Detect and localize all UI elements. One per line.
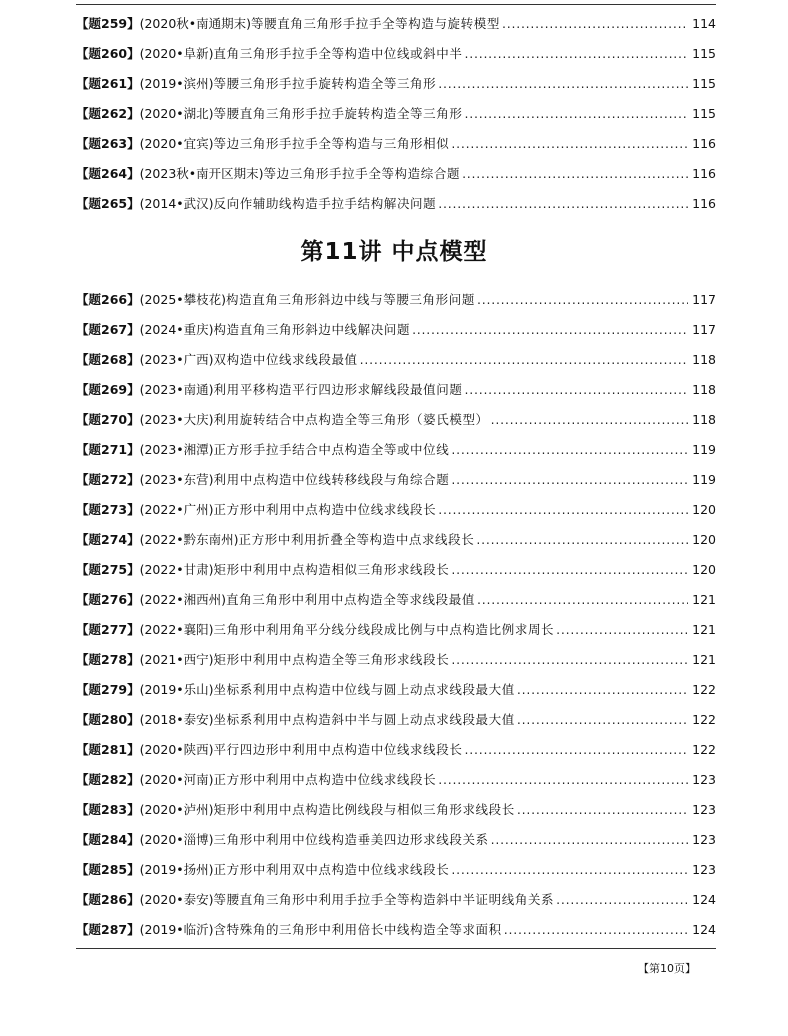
problem-title: 矩形中利用中点构造相似三角形求线段长 (213, 562, 450, 577)
dot-leader (556, 615, 688, 645)
problem-title: 矩形中利用中点构造比例线段与相似三角形求线段长 (213, 802, 515, 817)
toc-entry[interactable] (76, 189, 716, 219)
problem-title: 含特殊角的三角形中利用倍长中线构造全等求面积 (213, 922, 502, 937)
dot-leader (360, 345, 688, 375)
toc-entry[interactable] (76, 705, 716, 735)
problem-source: (2022•广州) (139, 502, 214, 517)
page-number: 123 (692, 802, 716, 817)
page-number: 115 (692, 106, 716, 121)
page-number: 116 (692, 196, 716, 211)
dot-leader (517, 675, 688, 705)
problem-title: 正方形中利用双中点构造中位线求线段长 (213, 862, 450, 877)
dot-leader (464, 39, 688, 69)
toc-entry[interactable] (76, 375, 716, 405)
page-number: 124 (692, 892, 716, 907)
page-number-footer: 【第10页】 (638, 962, 696, 975)
problem-title: 坐标系利用中点构造中位线与圆上动点求线段最大值 (213, 682, 515, 697)
page-number: 123 (692, 862, 716, 877)
toc-entry[interactable] (76, 39, 716, 69)
problem-source: (2022•襄阳) (139, 622, 214, 637)
problem-number: 【题262】 (76, 106, 140, 121)
toc-entry[interactable] (76, 345, 716, 375)
dot-leader (451, 465, 688, 495)
problem-title: 反向作辅助线构造手拉手结构解决问题 (213, 196, 437, 211)
page-number: 117 (692, 292, 716, 307)
problem-title: 等腰直角三角形中利用手拉手全等构造斜中半证明线角关系 (213, 892, 555, 907)
problem-number: 【题275】 (76, 562, 140, 577)
problem-number: 【题281】 (76, 742, 140, 757)
dot-leader (464, 375, 688, 405)
problem-number: 【题282】 (76, 772, 140, 787)
toc-entry[interactable] (76, 645, 716, 675)
dot-leader (464, 735, 688, 765)
problem-source: (2023秋•南开区期末) (139, 166, 264, 181)
problem-number: 【题278】 (76, 652, 140, 667)
problem-number: 【题259】 (76, 16, 140, 31)
dot-leader (451, 645, 688, 675)
problem-number: 【题277】 (76, 622, 140, 637)
problem-source: (2020•阜新) (139, 46, 214, 61)
toc-entry[interactable] (76, 465, 716, 495)
problem-number: 【题267】 (76, 322, 140, 337)
page-number: 115 (692, 46, 716, 61)
problem-title: 双构造中位线求线段最值 (213, 352, 358, 367)
problem-source: (2020•湖北) (139, 106, 214, 121)
toc-entry[interactable] (76, 885, 716, 915)
toc-entry[interactable] (76, 795, 716, 825)
dot-leader (451, 555, 688, 585)
problem-title: 三角形中利用角平分线分线段成比例与中点构造比例求周长 (213, 622, 555, 637)
problem-source: (2022•湘西州) (139, 592, 227, 607)
problem-title: 平行四边形中利用中点构造中位线求线段长 (213, 742, 463, 757)
problem-number: 【题266】 (76, 292, 140, 307)
problem-number: 【题283】 (76, 802, 140, 817)
toc-entry[interactable] (76, 495, 716, 525)
problem-source: (2023•东营) (139, 472, 214, 487)
problem-source: (2022•甘肃) (139, 562, 214, 577)
dot-leader (477, 285, 688, 315)
page-number: 114 (692, 16, 716, 31)
problem-number: 【题261】 (76, 76, 140, 91)
problem-number: 【题287】 (76, 922, 140, 937)
page-number: 115 (692, 76, 716, 91)
problem-title: 利用平移构造平行四边形求解线段最值问题 (213, 382, 463, 397)
dot-leader (476, 525, 688, 555)
problem-title: 正方形中利用中点构造中位线求线段长 (213, 502, 437, 517)
toc-entry[interactable] (76, 129, 716, 159)
problem-number: 【题265】 (76, 196, 140, 211)
problem-title: 正方形中利用中点构造中位线求线段长 (213, 772, 437, 787)
page-number: 123 (692, 772, 716, 787)
problem-source: (2023•广西) (139, 352, 214, 367)
page-number: 122 (692, 682, 716, 697)
bottom-rule (76, 948, 716, 949)
section-heading: 第11讲 中点模型 (300, 239, 488, 265)
page-number: 119 (692, 442, 716, 457)
page-number: 118 (692, 412, 716, 427)
problem-number: 【题279】 (76, 682, 140, 697)
dot-leader (517, 795, 688, 825)
toc-entry[interactable] (76, 9, 716, 39)
problem-number: 【题271】 (76, 442, 140, 457)
problem-source: (2020•陕西) (139, 742, 214, 757)
page-number: 116 (692, 166, 716, 181)
dot-leader (462, 159, 688, 189)
top-rule (76, 4, 716, 5)
dot-leader (438, 69, 688, 99)
dot-leader (451, 129, 688, 159)
problem-number: 【题270】 (76, 412, 140, 427)
toc-entry[interactable] (76, 159, 716, 189)
problem-title: 等边三角形手拉手全等构造综合题 (263, 166, 461, 181)
toc-entry[interactable] (76, 825, 716, 855)
problem-source: (2023•南通) (139, 382, 214, 397)
toc-entry[interactable] (76, 675, 716, 705)
toc-entry[interactable] (76, 525, 716, 555)
problem-title: 构造直角三角形斜边中线解决问题 (213, 322, 411, 337)
dot-leader (556, 885, 688, 915)
page-number: 121 (692, 592, 716, 607)
problem-number: 【题286】 (76, 892, 140, 907)
dot-leader (438, 765, 688, 795)
dot-leader (438, 495, 688, 525)
toc-entry[interactable] (76, 405, 716, 435)
problem-number: 【题272】 (76, 472, 140, 487)
toc-entry[interactable] (76, 585, 716, 615)
dot-leader (412, 315, 688, 345)
dot-leader (517, 705, 688, 735)
page-number: 123 (692, 832, 716, 847)
page-number: 124 (692, 922, 716, 937)
toc-entry[interactable] (76, 555, 716, 585)
problem-number: 【题280】 (76, 712, 140, 727)
toc-entry[interactable] (76, 315, 716, 345)
problem-number: 【题274】 (76, 532, 140, 547)
dot-leader (491, 405, 688, 435)
toc-entry[interactable] (76, 915, 716, 945)
problem-source: (2019•临沂) (139, 922, 214, 937)
problem-source: (2020•河南) (139, 772, 214, 787)
page-number: 122 (692, 742, 716, 757)
dot-leader (438, 189, 688, 219)
problem-number: 【题284】 (76, 832, 140, 847)
problem-title: 等腰直角三角形手拉手全等构造与旋转模型 (251, 16, 500, 31)
page-number: 119 (692, 472, 716, 487)
toc-list-previous-section (76, 9, 716, 219)
problem-title: 正方形中利用折叠全等构造中点求线段长 (238, 532, 475, 547)
page-number: 120 (692, 562, 716, 577)
page-number: 120 (692, 532, 716, 547)
toc-entry[interactable] (76, 735, 716, 765)
problem-title: 等腰直角三角形手拉手旋转构造全等三角形 (213, 106, 463, 121)
problem-source: (2023•湘潭) (139, 442, 214, 457)
problem-source: (2018•泰安) (139, 712, 214, 727)
page-number: 122 (692, 712, 716, 727)
page-number: 121 (692, 622, 716, 637)
problem-source: (2023•大庆) (139, 412, 214, 427)
toc-entry[interactable] (76, 285, 716, 315)
page-number: 117 (692, 322, 716, 337)
problem-title: 矩形中利用中点构造全等三角形求线段长 (213, 652, 450, 667)
toc-entry[interactable] (76, 855, 716, 885)
toc-list-midpoint-section (76, 285, 716, 945)
problem-title: 直角三角形中利用中点构造全等求线段最值 (226, 592, 475, 607)
page-number: 118 (692, 352, 716, 367)
problem-source: (2020•宜宾) (139, 136, 214, 151)
problem-source: (2025•攀枝花) (139, 292, 227, 307)
toc-entry[interactable] (76, 99, 716, 129)
problem-source: (2014•武汉) (139, 196, 214, 211)
problem-number: 【题285】 (76, 862, 140, 877)
toc-entry[interactable] (76, 765, 716, 795)
problem-title: 构造直角三角形斜边中线与等腰三角形问题 (226, 292, 475, 307)
problem-title: 等腰三角形手拉手旋转构造全等三角形 (213, 76, 437, 91)
problem-source: (2022•黔东南州) (139, 532, 239, 547)
page-number: 120 (692, 502, 716, 517)
problem-number: 【题268】 (76, 352, 140, 367)
toc-entry[interactable] (76, 69, 716, 99)
problem-number: 【题260】 (76, 46, 140, 61)
page-number: 116 (692, 136, 716, 151)
problem-source: (2024•重庆) (139, 322, 214, 337)
dot-leader (504, 915, 688, 945)
dot-leader (477, 585, 688, 615)
toc-entry[interactable] (76, 615, 716, 645)
problem-source: (2020•泸州) (139, 802, 214, 817)
problem-number: 【题276】 (76, 592, 140, 607)
problem-source: (2019•乐山) (139, 682, 214, 697)
problem-number: 【题264】 (76, 166, 140, 181)
problem-number: 【题273】 (76, 502, 140, 517)
problem-source: (2020•淄博) (139, 832, 214, 847)
problem-source: (2020秋•南通期末) (139, 16, 252, 31)
problem-source: (2019•扬州) (139, 862, 214, 877)
page-number: 118 (692, 382, 716, 397)
page-number: 121 (692, 652, 716, 667)
dot-leader (451, 435, 688, 465)
problem-number: 【题263】 (76, 136, 140, 151)
problem-title: 利用中点构造中位线转移线段与角综合题 (213, 472, 450, 487)
problem-source: (2020•泰安) (139, 892, 214, 907)
dot-leader (464, 99, 688, 129)
problem-title: 直角三角形手拉手全等构造中位线或斜中半 (213, 46, 463, 61)
problem-number: 【题269】 (76, 382, 140, 397)
problem-title: 正方形手拉手结合中点构造全等或中位线 (213, 442, 450, 457)
problem-source: (2021•西宁) (139, 652, 214, 667)
toc-entry[interactable] (76, 435, 716, 465)
dot-leader (491, 825, 688, 855)
problem-title: 三角形中利用中位线构造垂美四边形求线段关系 (213, 832, 489, 847)
problem-title: 坐标系利用中点构造斜中半与圆上动点求线段最大值 (213, 712, 515, 727)
dot-leader (502, 9, 688, 39)
dot-leader (451, 855, 688, 885)
problem-title: 利用旋转结合中点构造全等三角形（婆氏模型） (213, 412, 489, 427)
problem-source: (2019•滨州) (139, 76, 214, 91)
problem-title: 等边三角形手拉手全等构造与三角形相似 (213, 136, 450, 151)
